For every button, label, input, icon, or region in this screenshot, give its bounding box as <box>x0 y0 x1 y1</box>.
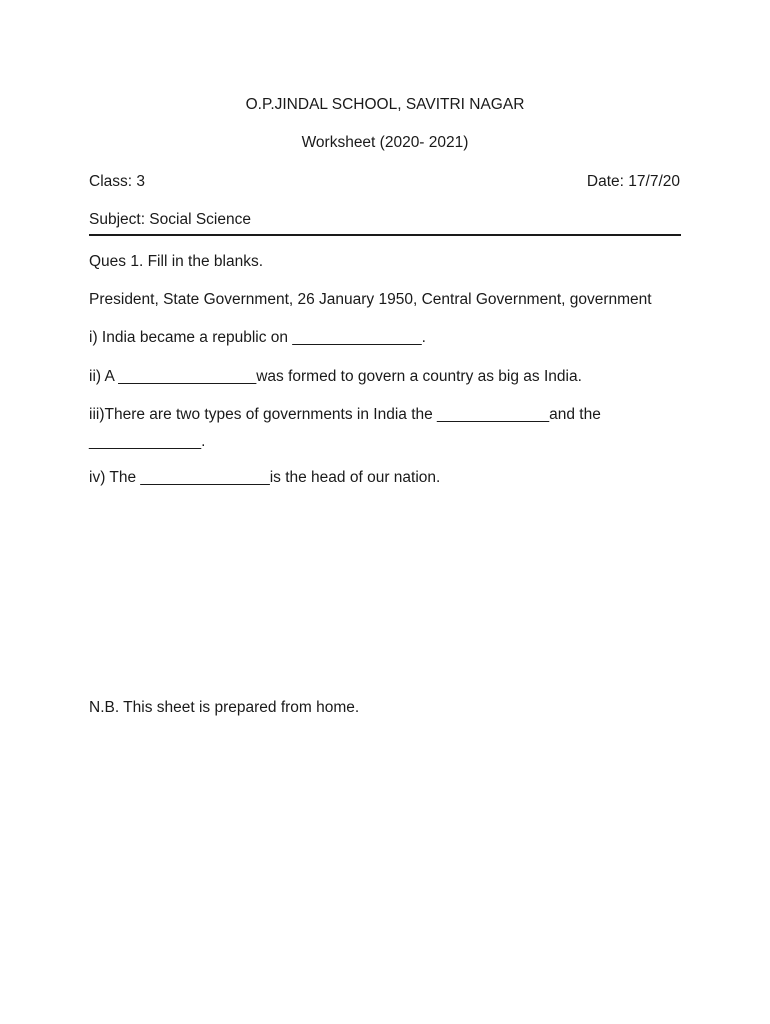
school-name: O.P.JINDAL SCHOOL, SAVITRI NAGAR <box>245 96 525 113</box>
class-label: Class: 3 <box>89 173 145 190</box>
worksheet-title: Worksheet (2020- 2021) <box>301 134 469 151</box>
question-title: Ques 1. Fill in the blanks. <box>89 253 264 270</box>
question-item-4: iv) The _______________is the head of our nation. <box>89 469 441 486</box>
question-item-3: iii)There are two types of governments in India the _____________and the <box>89 406 601 423</box>
question-item-1: i) India became a republic on _______________. <box>89 329 426 346</box>
word-bank: President, State Government, 26 January 1950, Central Government, government <box>89 291 652 308</box>
footer-note: N.B. This sheet is prepared from home. <box>89 699 360 716</box>
question-item-2: ii) A ________________was formed to govern a country as big as India. <box>89 368 582 385</box>
question-item-3-continued: _____________. <box>89 433 206 450</box>
date-label: Date: 17/7/20 <box>586 173 680 190</box>
subject-label: Subject: Social Science <box>89 211 251 228</box>
header-divider <box>89 234 681 236</box>
